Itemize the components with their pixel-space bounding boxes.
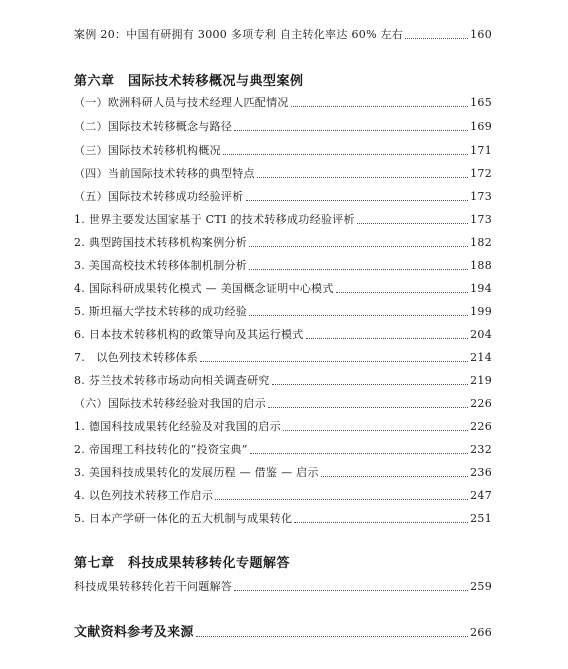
toc-entry[interactable] bbox=[74, 232, 492, 250]
dot-leader bbox=[357, 223, 468, 224]
toc-entry[interactable] bbox=[74, 439, 492, 457]
toc-entry-page: 204 bbox=[470, 328, 492, 341]
toc-entry-label: （一）欧洲科研人员与技术经理人匹配情况 bbox=[74, 96, 289, 109]
toc-entry[interactable] bbox=[74, 301, 492, 319]
dot-leader bbox=[283, 430, 468, 431]
toc-entry-page: 173 bbox=[470, 213, 492, 226]
toc-entry[interactable] bbox=[74, 278, 492, 296]
toc-entry[interactable] bbox=[74, 163, 492, 181]
toc-entry-page: 173 bbox=[470, 190, 492, 203]
dot-leader bbox=[246, 200, 469, 201]
toc-entry[interactable] bbox=[74, 186, 492, 204]
toc-entry-page: 194 bbox=[470, 282, 492, 295]
dot-leader bbox=[234, 590, 468, 591]
toc-entry-page: 232 bbox=[470, 443, 492, 456]
toc-entry-label: （二）国际技术转移概念与路径 bbox=[74, 120, 233, 133]
toc-entry-label: 3. 美国科技成果转化的发展历程 — 借鉴 — 启示 bbox=[74, 466, 319, 479]
toc-references[interactable] bbox=[74, 620, 492, 640]
toc-entry-page: 214 bbox=[470, 351, 492, 364]
dot-leader bbox=[234, 130, 468, 131]
toc-entry-page: 165 bbox=[470, 96, 492, 109]
toc-entry[interactable] bbox=[74, 576, 492, 594]
dot-leader bbox=[223, 154, 468, 155]
dot-leader bbox=[291, 106, 468, 107]
toc-entry-page: 169 bbox=[470, 120, 492, 133]
toc-entry-label: 6. 日本技术转移机构的政策导向及其运行模式 bbox=[74, 328, 304, 341]
toc-entry-label: （五）国际技术转移成功经验评析 bbox=[74, 190, 244, 203]
toc-entry-page: 226 bbox=[470, 420, 492, 433]
toc-entry[interactable] bbox=[74, 92, 492, 110]
toc-entry-label: 1. 德国科技成果转化经验及对我国的启示 bbox=[74, 420, 281, 433]
toc-entry-label: （四）当前国际技术转移的典型特点 bbox=[74, 167, 255, 180]
toc-entry-page: 236 bbox=[470, 466, 492, 479]
toc-entry[interactable] bbox=[74, 485, 492, 503]
toc-entry-label: 科技成果转移转化若干问题解答 bbox=[74, 580, 233, 593]
toc-entry-page: 172 bbox=[470, 167, 492, 180]
toc-entry[interactable] bbox=[74, 324, 492, 342]
toc-entry[interactable] bbox=[74, 370, 492, 388]
toc-entry-label: 4. 国际科研成果转化模式 — 美国概念证明中心模式 bbox=[74, 282, 334, 295]
toc-entry[interactable] bbox=[74, 209, 492, 227]
chapter-6-heading[interactable]: 第六章 国际技术转移概况与典型案例 bbox=[74, 74, 304, 89]
toc-entry-page: 226 bbox=[470, 397, 492, 410]
dot-leader bbox=[306, 338, 469, 339]
toc-entry[interactable] bbox=[74, 140, 492, 158]
dot-leader bbox=[257, 177, 468, 178]
toc-entry[interactable] bbox=[74, 116, 492, 134]
toc-entry-label: （六）国际技术转移经验对我国的启示 bbox=[74, 397, 267, 410]
references-page: 266 bbox=[470, 626, 492, 639]
toc-entry-label: 8. 芬兰技术转移市场动向相关调查研究 bbox=[74, 374, 270, 387]
toc-entry[interactable] bbox=[74, 393, 492, 411]
toc-entry-page: 182 bbox=[470, 236, 492, 249]
dot-leader bbox=[268, 407, 468, 408]
toc-entry[interactable] bbox=[74, 416, 492, 434]
toc-entry-label: 案例 20：中国有研拥有 3000 多项专利 自主转化率达 60% 左右 bbox=[74, 28, 404, 41]
dot-leader bbox=[405, 38, 468, 39]
dot-leader bbox=[294, 522, 468, 523]
toc-entry-page: 259 bbox=[470, 580, 492, 593]
toc-entry-page: 160 bbox=[470, 28, 492, 41]
toc-entry[interactable] bbox=[74, 255, 492, 273]
dot-leader bbox=[200, 361, 468, 362]
toc-entry-label: 5. 斯坦福大学技术转移的成功经验 bbox=[74, 305, 248, 318]
toc-entry-page: 188 bbox=[470, 259, 492, 272]
toc-entry[interactable] bbox=[74, 24, 492, 42]
toc-entry-page: 251 bbox=[470, 512, 492, 525]
dot-leader bbox=[196, 636, 468, 637]
toc-entry-page: 219 bbox=[470, 374, 492, 387]
toc-entry-label: 1. 世界主要发达国家基于 CTI 的技术转移成功经验评析 bbox=[74, 213, 355, 226]
dot-leader bbox=[336, 292, 468, 293]
dot-leader bbox=[215, 499, 468, 500]
references-label: 文献资料参考及来源 bbox=[74, 625, 194, 640]
toc-entry-label: （三）国际技术转移机构概况 bbox=[74, 144, 221, 157]
toc-entry-page: 171 bbox=[470, 144, 492, 157]
toc-entry-label: 7. 以色列技术转移体系 bbox=[74, 351, 199, 364]
toc-entry-label: 4. 以色列技术转移工作启示 bbox=[74, 489, 214, 502]
dot-leader bbox=[249, 315, 468, 316]
dot-leader bbox=[249, 246, 468, 247]
chapter-7-heading[interactable]: 第七章 科技成果转移转化专题解答 bbox=[74, 556, 291, 571]
toc-entry-page: 247 bbox=[470, 489, 492, 502]
toc-entry-label: 5. 日本产学研一体化的五大机制与成果转化 bbox=[74, 512, 293, 525]
toc-entry[interactable] bbox=[74, 508, 492, 526]
toc-entry-page: 199 bbox=[470, 305, 492, 318]
toc-entry-label: 2. 帝国理工科技转化的“投资宝典” bbox=[74, 443, 248, 456]
toc-entry-label: 3. 美国高校技术转移体制机制分析 bbox=[74, 259, 248, 272]
toc-entry-label: 2. 典型跨国技术转移机构案例分析 bbox=[74, 236, 248, 249]
dot-leader bbox=[250, 453, 468, 454]
dot-leader bbox=[249, 269, 468, 270]
toc-entry[interactable] bbox=[74, 462, 492, 480]
toc-entry[interactable] bbox=[74, 347, 492, 365]
dot-leader bbox=[272, 384, 468, 385]
dot-leader bbox=[321, 476, 468, 477]
